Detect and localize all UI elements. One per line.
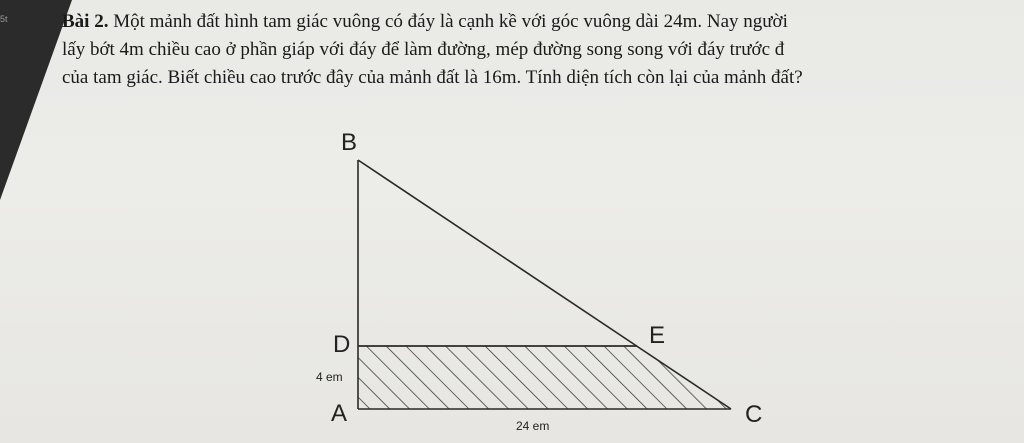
problem-line-3: của tam giác. Biết chiều cao trước đây của mảnh đất là 16m. Tính diện tích còn lại của mảnh đất?: [62, 67, 803, 88]
problem-line-1: Bài 2. Một mảnh đất hình tam giác vuông có đáy là cạnh kề với góc vuông dài 24m. Nay người: [62, 11, 788, 32]
point-label-C: C: [745, 401, 763, 428]
corner-mark: 5t: [0, 14, 8, 24]
hatched-road-region: [358, 346, 731, 409]
problem-line-2: lấy bớt 4m chiều cao ở phần giáp với đáy để làm đường, mép đường song song với đáy trước đ: [62, 39, 785, 60]
point-label-E: E: [649, 322, 666, 349]
base-label: 24 em: [516, 419, 550, 433]
height-label: 4 em: [316, 370, 343, 384]
point-label-B: B: [341, 129, 358, 156]
point-label-D: D: [333, 331, 351, 358]
point-label-A: A: [331, 400, 348, 427]
problem-label: Bài 2.: [62, 11, 109, 32]
